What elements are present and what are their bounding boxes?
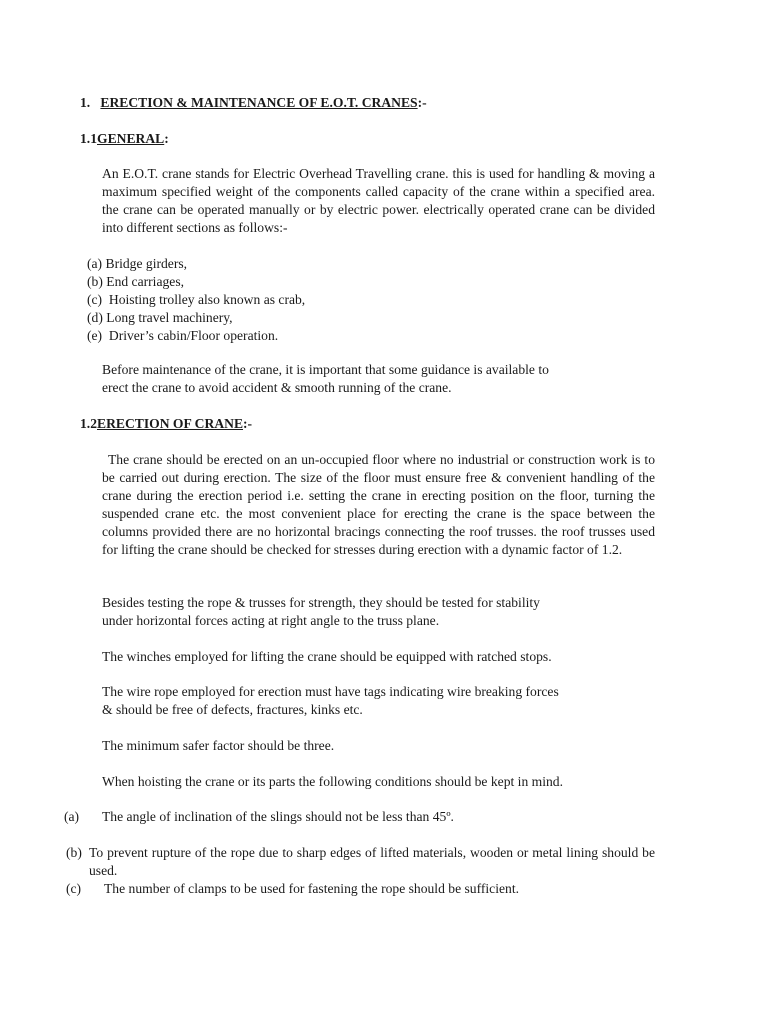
hoisting-conditions-intro: When hoisting the crane or its parts the following conditions should be kept in mind. bbox=[102, 774, 563, 789]
section-1-suffix: :- bbox=[417, 95, 427, 110]
list-item-label: (a) bbox=[87, 256, 103, 271]
list-item bbox=[87, 327, 305, 345]
winches-paragraph: The winches employed for lifting the crane should be equipped with ratched stops. bbox=[102, 649, 552, 664]
crane-sections-list bbox=[87, 255, 305, 345]
section-1-1-title: GENERAL bbox=[97, 131, 165, 146]
section-1-1-suffix: : bbox=[164, 131, 169, 146]
section-1-2-title: ERECTION OF CRANE bbox=[97, 416, 244, 431]
stability-test-line-1: Besides testing the rope & trusses for strength, they should be tested for stability bbox=[102, 595, 540, 610]
section-1-heading bbox=[80, 94, 427, 112]
list-item bbox=[87, 273, 305, 291]
list-item-text: Driver’s cabin/Floor operation. bbox=[108, 328, 279, 343]
section-1-1-number: 1.1 bbox=[80, 131, 97, 146]
list-item bbox=[87, 309, 305, 327]
list-item-text: Hoisting trolley also known as crab, bbox=[108, 292, 306, 307]
maintenance-note-line-1: Before maintenance of the crane, it is important that some guidance is available to bbox=[102, 362, 549, 377]
condition-a-label: (a) bbox=[64, 809, 80, 824]
general-intro-paragraph: An E.O.T. crane stands for Electric Overhead Travelling crane. this is used for handling & moving a maximum specified weight of the components called capacity of the crane within a specified area. the crane can be operated manually or by electric power. electrically operated crane can be divided into different sections as follows:- bbox=[102, 166, 655, 235]
list-item-text: Bridge girders, bbox=[105, 256, 188, 271]
condition-a-text: The angle of inclination of the slings should not be less than 45º. bbox=[102, 809, 454, 824]
condition-b-text bbox=[89, 844, 655, 880]
list-item bbox=[87, 291, 305, 309]
section-1-1-heading bbox=[80, 130, 169, 148]
list-item-label: (d) bbox=[87, 310, 103, 325]
safety-factor-paragraph: The minimum safer factor should be three. bbox=[102, 738, 335, 753]
condition-c-label: (c) bbox=[66, 881, 82, 896]
section-1-2-suffix: :- bbox=[243, 416, 253, 431]
erection-floor-paragraph: The crane should be erected on an un-occupied floor where no industrial or construction work is to be carried out during erection. The size of the floor must ensure free & convenient handling of the crane during the erection period i.e. setting the crane in erecting position on the floor, turning the suspended crane etc. the most convenient place for erecting the crane is the space between the columns provided there are no horizontal bracings connecting the roof trusses. the roof trusses used for lifting the crane should be checked for stresses during erection with a dynamic factor of 1.2. bbox=[102, 452, 655, 557]
list-item-text: End carriages, bbox=[106, 274, 185, 289]
maintenance-note-line-2: erect the crane to avoid accident & smooth running of the crane. bbox=[102, 380, 452, 395]
condition-b-text-content: To prevent rupture of the rope due to sharp edges of lifted materials, wooden or metal lining should be used. bbox=[89, 845, 655, 878]
section-1-2-heading bbox=[80, 415, 252, 433]
condition-c-text: The number of clamps to be used for fastening the rope should be sufficient. bbox=[104, 881, 520, 896]
section-1-number: 1. bbox=[80, 95, 91, 110]
list-item bbox=[87, 255, 305, 273]
wire-rope-line-2: & should be free of defects, fractures, kinks etc. bbox=[102, 702, 363, 717]
condition-b-label: (b) bbox=[66, 845, 82, 860]
stability-test-line-2: under horizontal forces acting at right angle to the truss plane. bbox=[102, 613, 440, 628]
list-item-label: (b) bbox=[87, 274, 103, 289]
section-1-2-number: 1.2 bbox=[80, 416, 97, 431]
section-1-title: ERECTION & MAINTENANCE OF E.O.T. CRANES bbox=[100, 95, 418, 110]
list-item-text: Long travel machinery, bbox=[106, 310, 233, 325]
list-item-label: (e) bbox=[87, 328, 103, 343]
list-item-label: (c) bbox=[87, 292, 103, 307]
wire-rope-line-1: The wire rope employed for erection must have tags indicating wire breaking forces bbox=[102, 684, 559, 699]
